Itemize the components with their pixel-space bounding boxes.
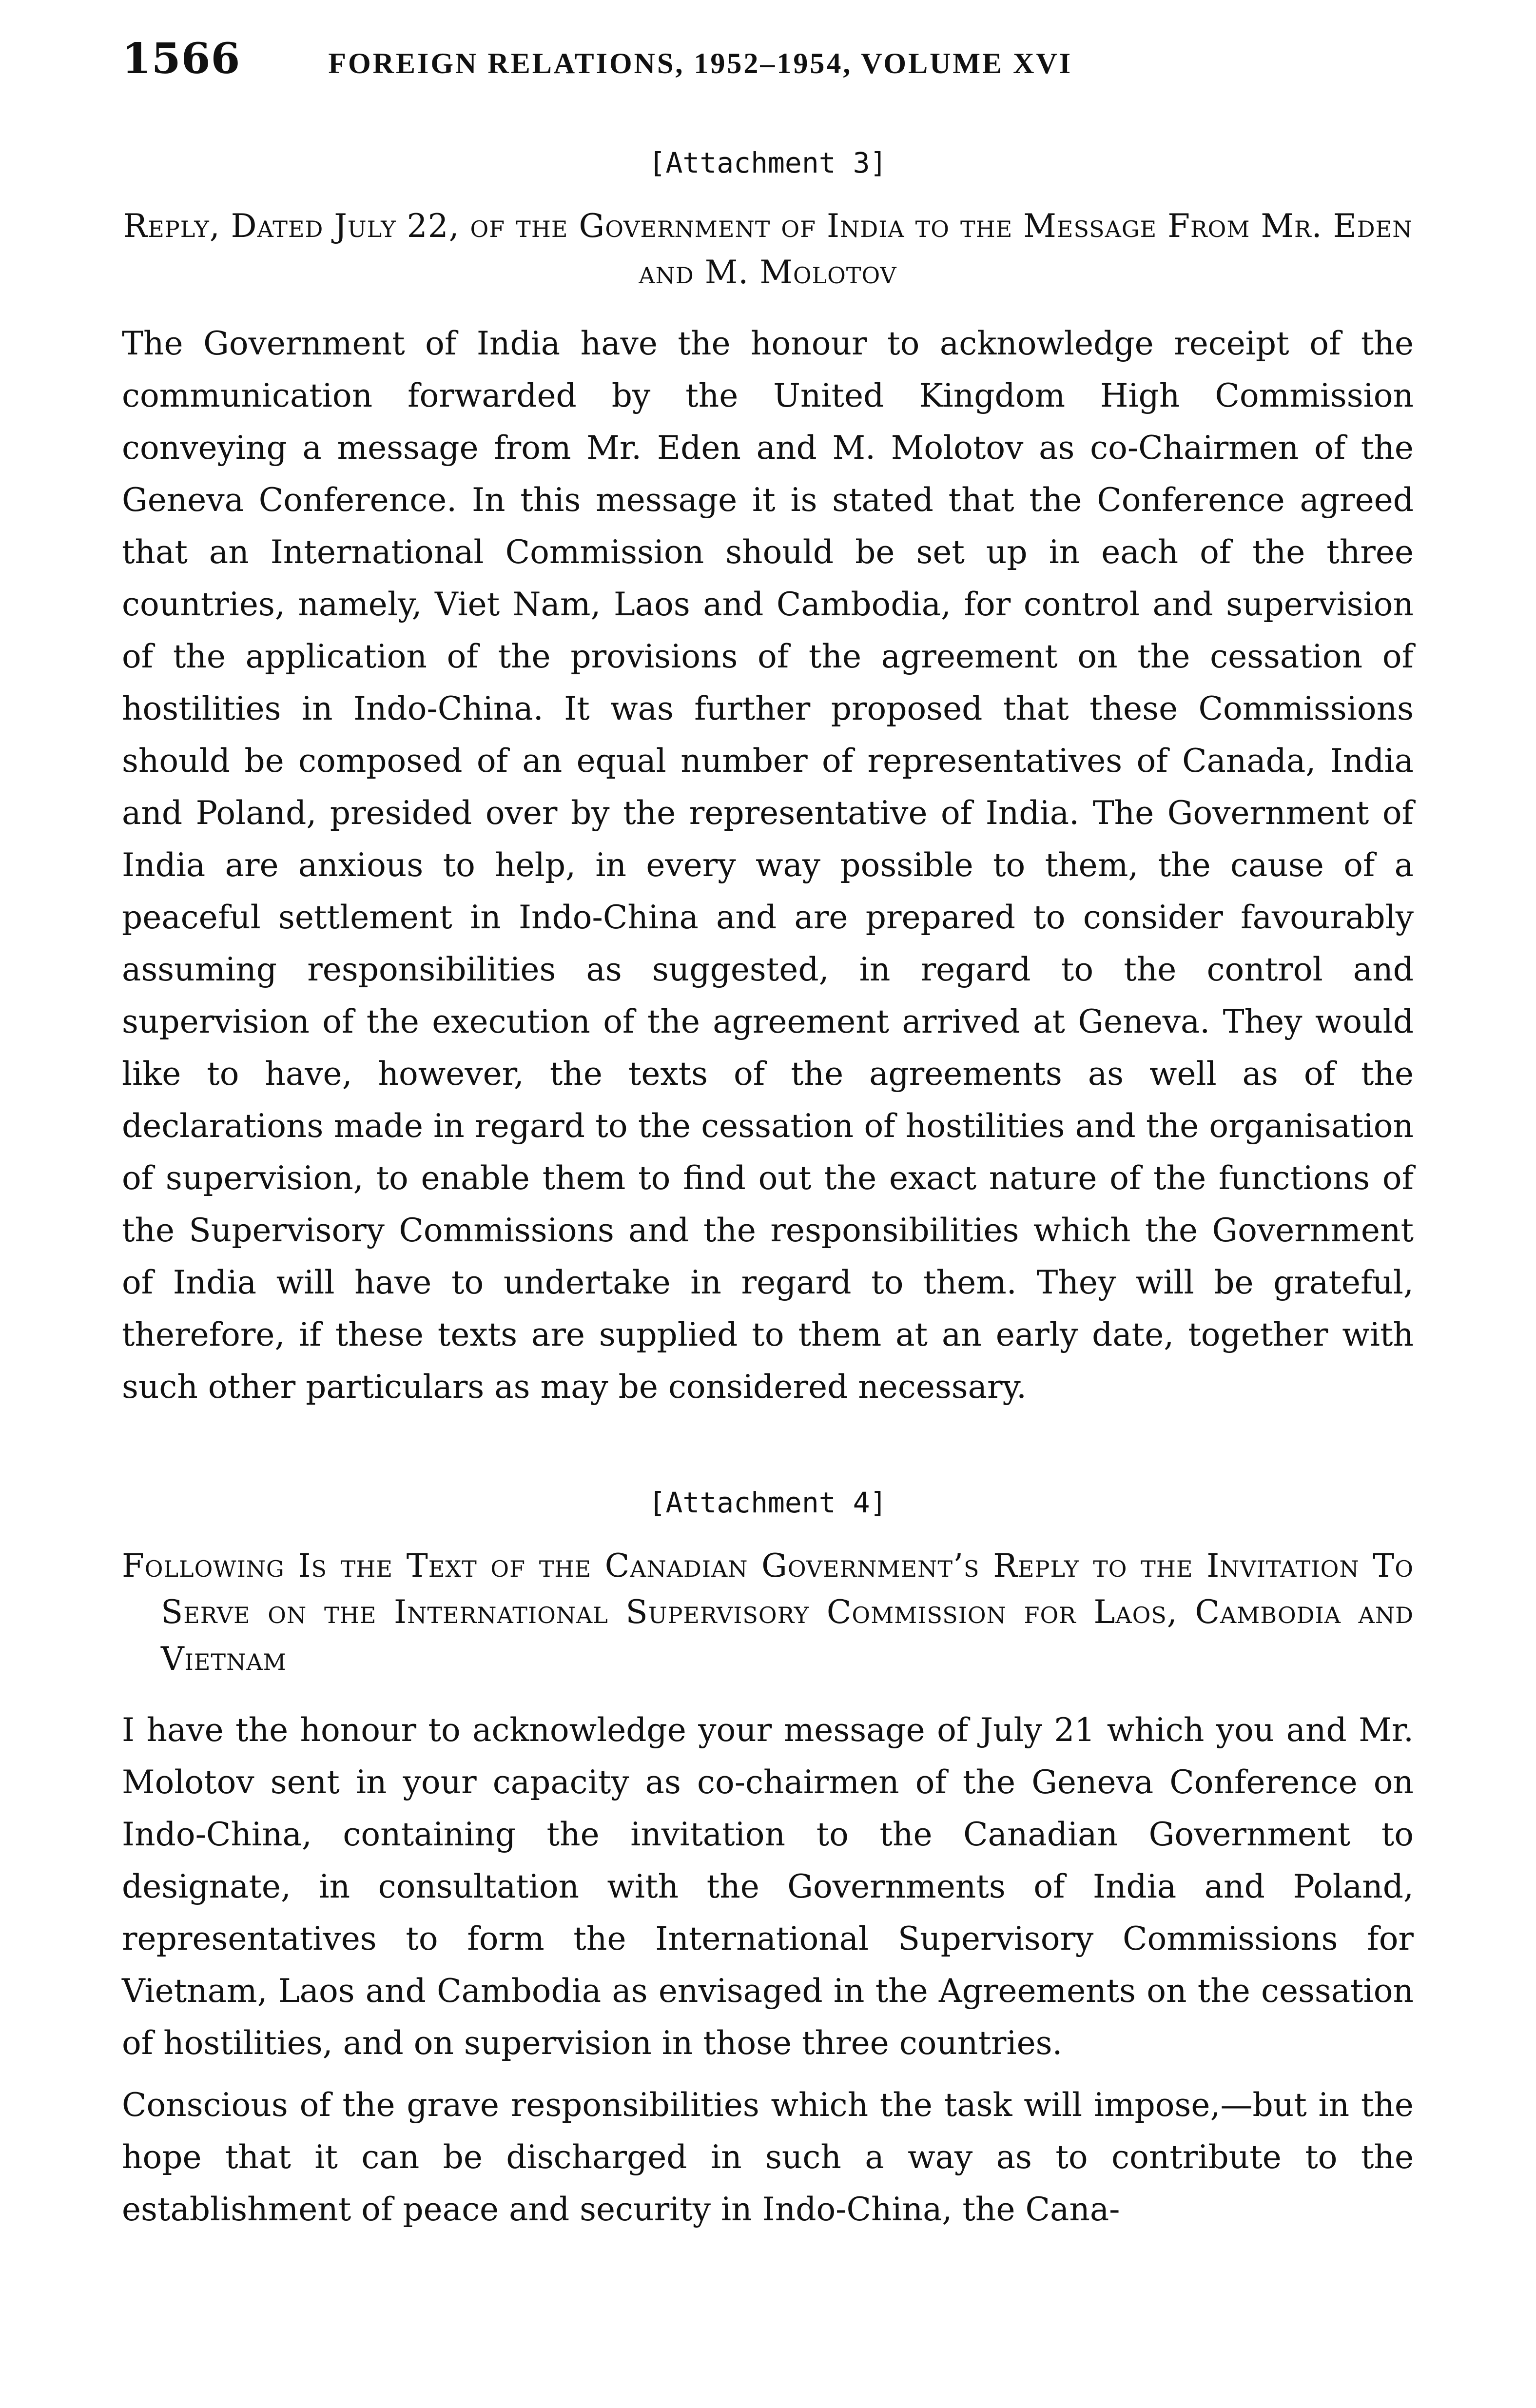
attachment-4-section (122, 1486, 1414, 2235)
attachment-4-paragraph-1: I have the honour to acknowledge your message of July 21 which you and Mr. Molotov sent in your capacity as co-chairmen of the Geneva Conference on Indo-China, containing the invitation to the Canadian Government to designate, in consultation with the Governments of India and Poland, representatives to form the International Supervisory Commissions for Vietnam, Laos and Cambodia as envisaged in the Agreements on the cessation of hostilities, and on supervision in those three countries. (122, 1711, 1414, 2062)
attachment-4-label: [Attachment 4] (648, 1486, 887, 1519)
attachment-4-paragraph-2: Conscious of the grave responsibilities which the task will impose,—but in the hope that it can be discharged in such a way as to contribute to the establishment of peace and security in Indo-China, the Cana- (122, 2086, 1414, 2228)
attachment-3-paragraph-1: The Government of India have the honour to acknowledge receipt of the communication forwarded by the United Kingdom High Commission conveying a message from Mr. Eden and M. Molotov as co-Chairmen of the Geneva Conference. In this message it is stated that the Conference agreed that an International Commission should be set up in each of the three countries, namely, Viet Nam, Laos and Cambodia, for control and supervision of the application of the provisions of the agreement on the cessation of hostilities in Indo-China. It was further proposed that these Commissions should be composed of an equal number of representatives of Canada, India and Poland, presided over by the representative of India. The Government of India are anxious to help, in every way possible to them, the cause of a peaceful settlement in Indo-China and are prepared to consider favourably assuming responsibilities as suggested, in regard to the control and supervision of the execution of the agreement arrived at Geneva. They would like to have, however, the texts of the agreements as well as of the declarations made in regard to the cessation of hostilities and the organisation of supervision, to enable them to find out the exact nature of the functions of the Supervisory Commissions and the responsibilities which the Government of India will have to undertake in regard to them. They will be grateful, therefore, if these texts are supplied to them at an early date, together with such other particulars as may be considered necessary. (122, 324, 1414, 1406)
attachment-4-heading: Following Is the Text of the Canadian Government’s Reply to the Invitation To Serve on the International Supervisory Commission for Laos, Cambodia and Vietnam (122, 1547, 1414, 1678)
page-number: 1566 (122, 34, 241, 83)
attachment-3-section (122, 146, 1414, 1413)
running-head (122, 34, 1414, 93)
attachment-3-heading: Reply, Dated July 22, of the Government of India to the Message From Mr. Eden and M. Molotov (123, 207, 1413, 292)
series-title: FOREIGN RELATIONS, 1952–1954, VOLUME XVI (328, 47, 1073, 79)
attachment-3-label: [Attachment 3] (648, 146, 887, 179)
document-page (122, 34, 1414, 2374)
